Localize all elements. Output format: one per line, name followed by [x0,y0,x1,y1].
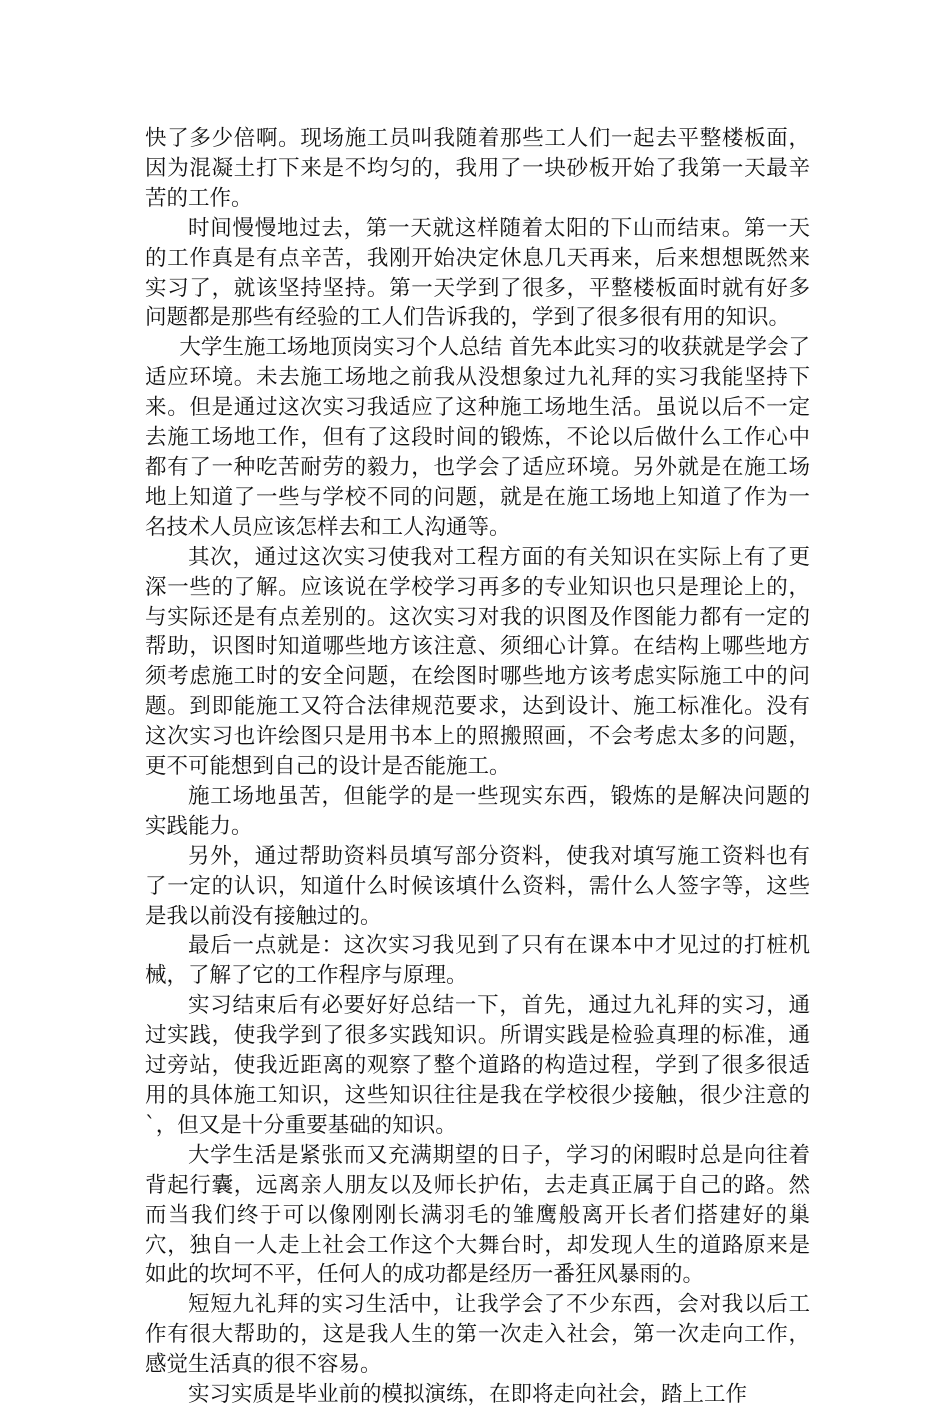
paragraph-4: 其次，通过这次实习使我对工程方面的有关知识在实际上有了更深一些的了解。应该说在学校学习再多的专业知识也只是理论上的，与实际还是有点差别的。这次实习对我的识图及作图能力都有一定的帮助，识图时知道哪些地方该注意、须细心计算。在结构上哪些地方须考虑施工时的安全问题，在绘图时哪些地方该考虑实际施工中的问题。到即能施工又符合法律规范要求，达到设计、施工标准化。没有这次实习也许绘图只是用书本上的照搬照画，不会考虑太多的问题，更不可能想到自己的设计是否能施工。 [145,544,810,780]
paragraph-8: 实习结束后有必要好好总结一下，首先，通过九礼拜的实习，通过实践，使我学到了很多实践知识。所谓实践是检验真理的标准，通过旁站，使我近距离的观察了整个道路的构造过程，学到了很多很适用的具体施工知识，这些知识往往是我在学校很少接触，很少注意的`，但又是十分重要基础的知识。 [145,993,810,1138]
paragraph-5: 施工场地虽苦，但能学的是一些现实东西，锻炼的是解决问题的实践能力。 [145,783,810,839]
paragraph-6: 另外，通过帮助资料员填写部分资料，使我对填写施工资料也有了一定的认识，知道什么时候该填什么资料，需什么人签字等，这些是我以前没有接触过的。 [145,843,810,929]
paragraph-9: 大学生活是紧张而又充满期望的日子，学习的闲暇时总是向往着背起行囊，远离亲人朋友以及师长护佑，去走真正属于自己的路。然而当我们终于可以像刚刚长满羽毛的雏鹰般离开长者们搭建好的巢穴，独自一人走上社会工作这个大舞台时，却发现人生的道路原来是如此的坎坷不平，任何人的成功都是经历一番狂风暴雨的。 [145,1142,810,1288]
paragraph-3: 大学生施工场地顶岗实习个人总结 首先本此实习的收获就是学会了适应环境。未去施工场地之前我从没想象过九礼拜的实习我能坚持下来。但是通过这次实习我适应了这种施工场地生活。虽说以后不一定去施工场地工作，但有了这段时间的锻炼，不论以后做什么工作心中都有了一种吃苦耐劳的毅力，也学会了适应环境。另外就是在施工场地上知道了一些与学校不同的问题，就是在施工场地上知道了作为一名技术人员应该怎样去和工人沟通等。 [145,335,810,540]
paragraph-7: 最后一点就是：这次实习我见到了只有在课本中才见过的打桩机械，了解了它的工作程序与原理。 [145,933,810,989]
paragraph-1: 快了多少倍啊。现场施工员叫我随着那些工人们一起去平整楼板面，因为混凝土打下来是不均匀的，我用了一块砂板开始了我第一天最辛苦的工作。 [145,126,810,211]
paragraph-11: 实习实质是毕业前的模拟演练，在即将走向社会，踏上工作 [188,1382,748,1408]
document-body [145,124,810,1410]
paragraph-10: 短短九礼拜的实习生活中，让我学会了不少东西，会对我以后工作有很大帮助的，这是我人生的第一次走入社会，第一次走向工作，感觉生活真的很不容易。 [145,1292,810,1378]
paragraph-2: 时间慢慢地过去，第一天就这样随着太阳的下山而结束。第一天的工作真是有点辛苦，我刚开始决定休息几天再来，后来想想既然来实习了，就该坚持坚持。第一天学到了很多，平整楼板面时就有好多问题都是那些有经验的工人们告诉我的，学到了很多很有用的知识。 [145,215,810,331]
